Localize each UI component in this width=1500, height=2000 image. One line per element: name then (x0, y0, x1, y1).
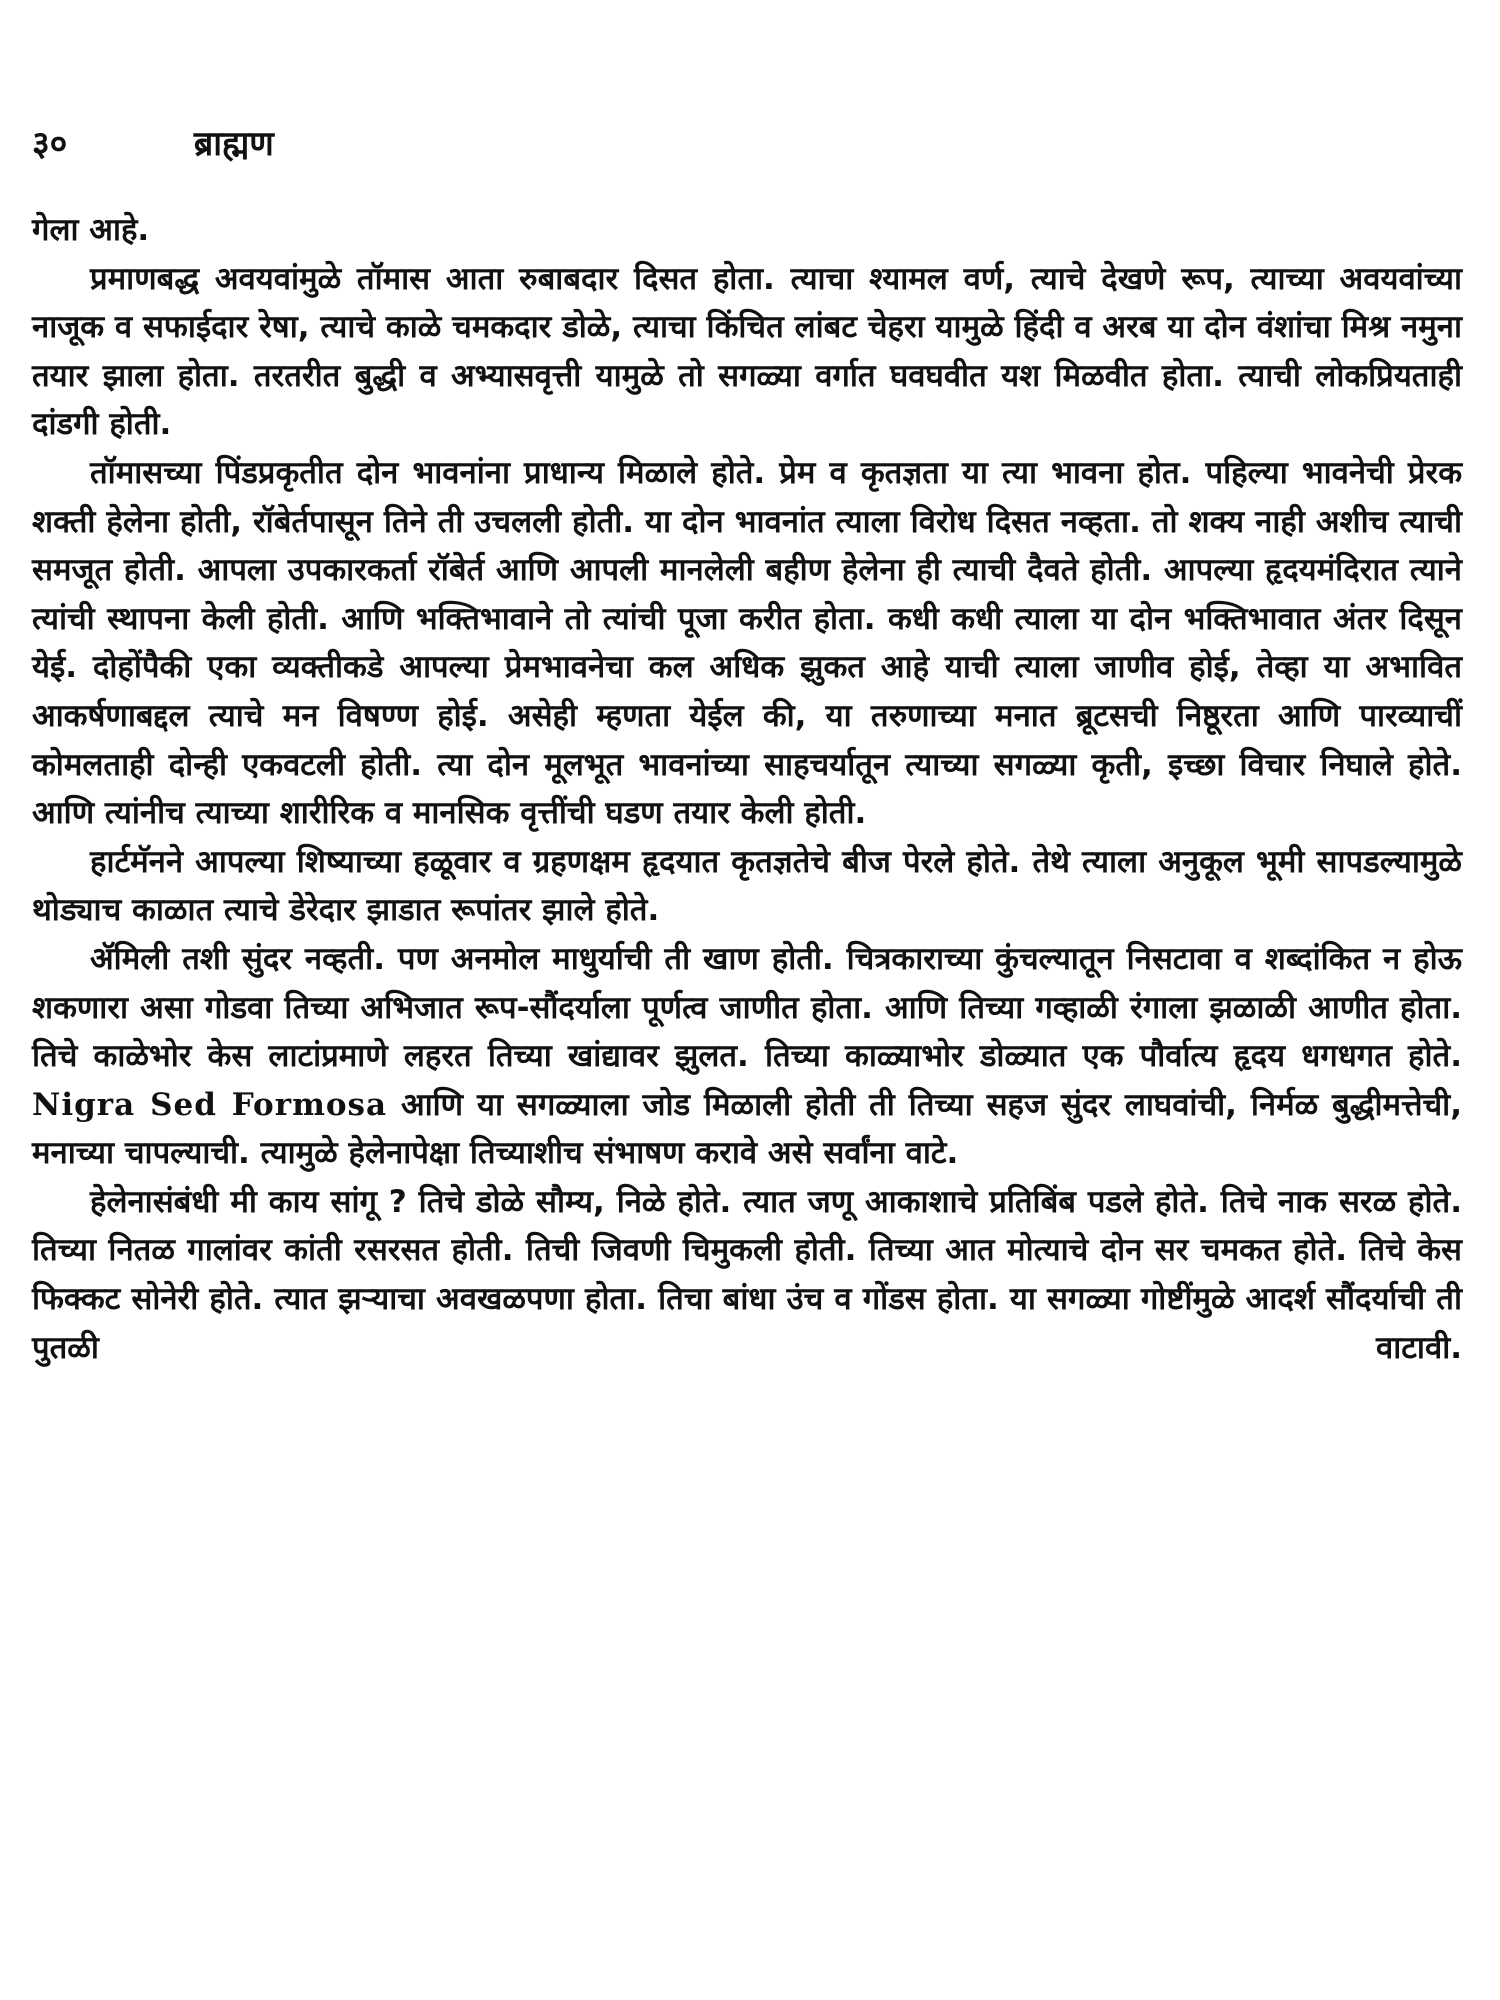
page-number: ३० (32, 124, 68, 164)
paragraph-5 (32, 935, 1462, 1178)
running-title: ब्राह्मण (193, 124, 274, 164)
paragraph-1: गेला आहे. (32, 212, 150, 248)
paragraph-4: हार्टमॅनने आपल्या शिष्याच्या हळूवार व ग्रहणक्षम हृदयात कृतज्ञतेचे बीज पेरले होते. तेथे त्याला अनुकूल भूमी सापडल्यामुळे थोड्याच काळात त्याचे डेरेदार झाडात रूपांतर झाले होते. (32, 843, 1462, 929)
paragraph-5-text-start: ॲमिली तशी सुंदर नव्हती. पण अनमोल माधुर्याची ती खाण होती. चित्रकाराच्या कुंचल्यातून निसटावा व शब्दांकित न होऊ शकणारा असा गोडवा तिच्या अभिजात रूप-सौंदर्याला पूर्णत्व जाणीत होता. आणि तिच्या गव्हाळी रंगाला झळाळी आणीत होता. तिचे काळेभोर केस लाटांप्रमाणे लहरत तिच्या खांद्यावर झुलत. तिच्या काळ्याभोर डोळ्यात एक पौर्वात्य हृदय धगधगत होते. (32, 940, 1462, 1075)
paragraph-2: प्रमाणबद्ध अवयवांमुळे तॉमास आता रुबाबदार दिसत होता. त्याचा श्यामल वर्ण, त्याचे देखणे रूप, त्याच्या अवयवांच्या नाजूक व सफाईदार रेषा, त्याचे काळे चमकदार डोळे, त्याचा किंचित लांबट चेहरा यामुळे हिंदी व अरब या दोन वंशांचा मिश्र नमुना तयार झाला होता. तरतरीत बुद्धी व अभ्यासवृत्ती यामुळे तो सगळ्या वर्गात घवघवीत यश मिळवीत होता. त्याची लोकप्रियताही दांडगी होती. (32, 260, 1462, 443)
latin-phrase: Nigra Sed Formosa (32, 1086, 388, 1123)
book-page (32, 120, 1462, 1372)
paragraph-6: हेलेनासंबंधी मी काय सांगू ? तिचे डोळे सौम्य, निळे होते. त्यात जणू आकाशाचे प्रतिबिंब पडले होते. तिचे नाक सरळ होते. तिच्या नितळ गालांवर कांती रसरसत होती. तिची जिवणी चिमुकली होती. तिच्या आत मोत्याचे दोन सर चमकत होते. तिचे केस फिक्कट सोनेरी होते. त्यात झऱ्याचा अवखळपणा होता. तिचा बांधा उंच व गोंडस होता. या सगळ्या गोष्टींमुळे आदर्श सौंदर्याची ती पुतळी वाटावी. (32, 1183, 1462, 1366)
paragraph-5-text-end: आणि या सगळ्याला जोड मिळाली होती ती तिच्या सहज सुंदर लाघवांची, निर्मळ बुद्धीमत्तेची, मनाच्या चापल्याची. त्यामुळे हेलेनापेक्षा तिच्याशीच संभाषण करावे असे सर्वांना वाटे. (32, 1086, 1462, 1172)
page-header (32, 120, 1462, 168)
paragraph-3: तॉमासच्या पिंडप्रकृतीत दोन भावनांना प्राधान्य मिळाले होते. प्रेम व कृतज्ञता या त्या भावना होत. पहिल्या भावनेची प्रेरक शक्ती हेलेना होती, रॉबेर्तपासून तिने ती उचलली होती. या दोन भावनांत त्याला विरोध दिसत नव्हता. तो शक्य नाही अशीच त्याची समजूत होती. आपला उपकारकर्ता रॉबेर्त आणि आपली मानलेली बहीण हेलेना ही त्याची दैवते होती. आपल्या हृदयमंदिरात त्याने त्यांची स्थापना केली होती. आणि भक्तिभावाने तो त्यांची पूजा करीत होता. कधी कधी त्याला या दोन भक्तिभावात अंतर दिसून येई. दोहोंपैकी एका व्यक्तीकडे आपल्या प्रेमभावनेचा कल अधिक झुकत आहे याची त्याला जाणीव होई, तेव्हा या अभावित आकर्षणाबद्दल त्याचे मन विषण्ण होई. असेही म्हणता येईल की, या तरुणाच्या मनात ब्रूटसची निष्ठूरता आणि पारव्याचीं कोमलताही दोन्ही एकवटली होती. त्या दोन मूलभूत भावनांच्या साहचर्यातून त्याच्या सगळ्या कृती, इच्छा विचार निघाले होते. आणि त्यांनीच त्याच्या शारीरिक व मानसिक वृत्तींची घडण तयार केली होती. (32, 454, 1462, 832)
